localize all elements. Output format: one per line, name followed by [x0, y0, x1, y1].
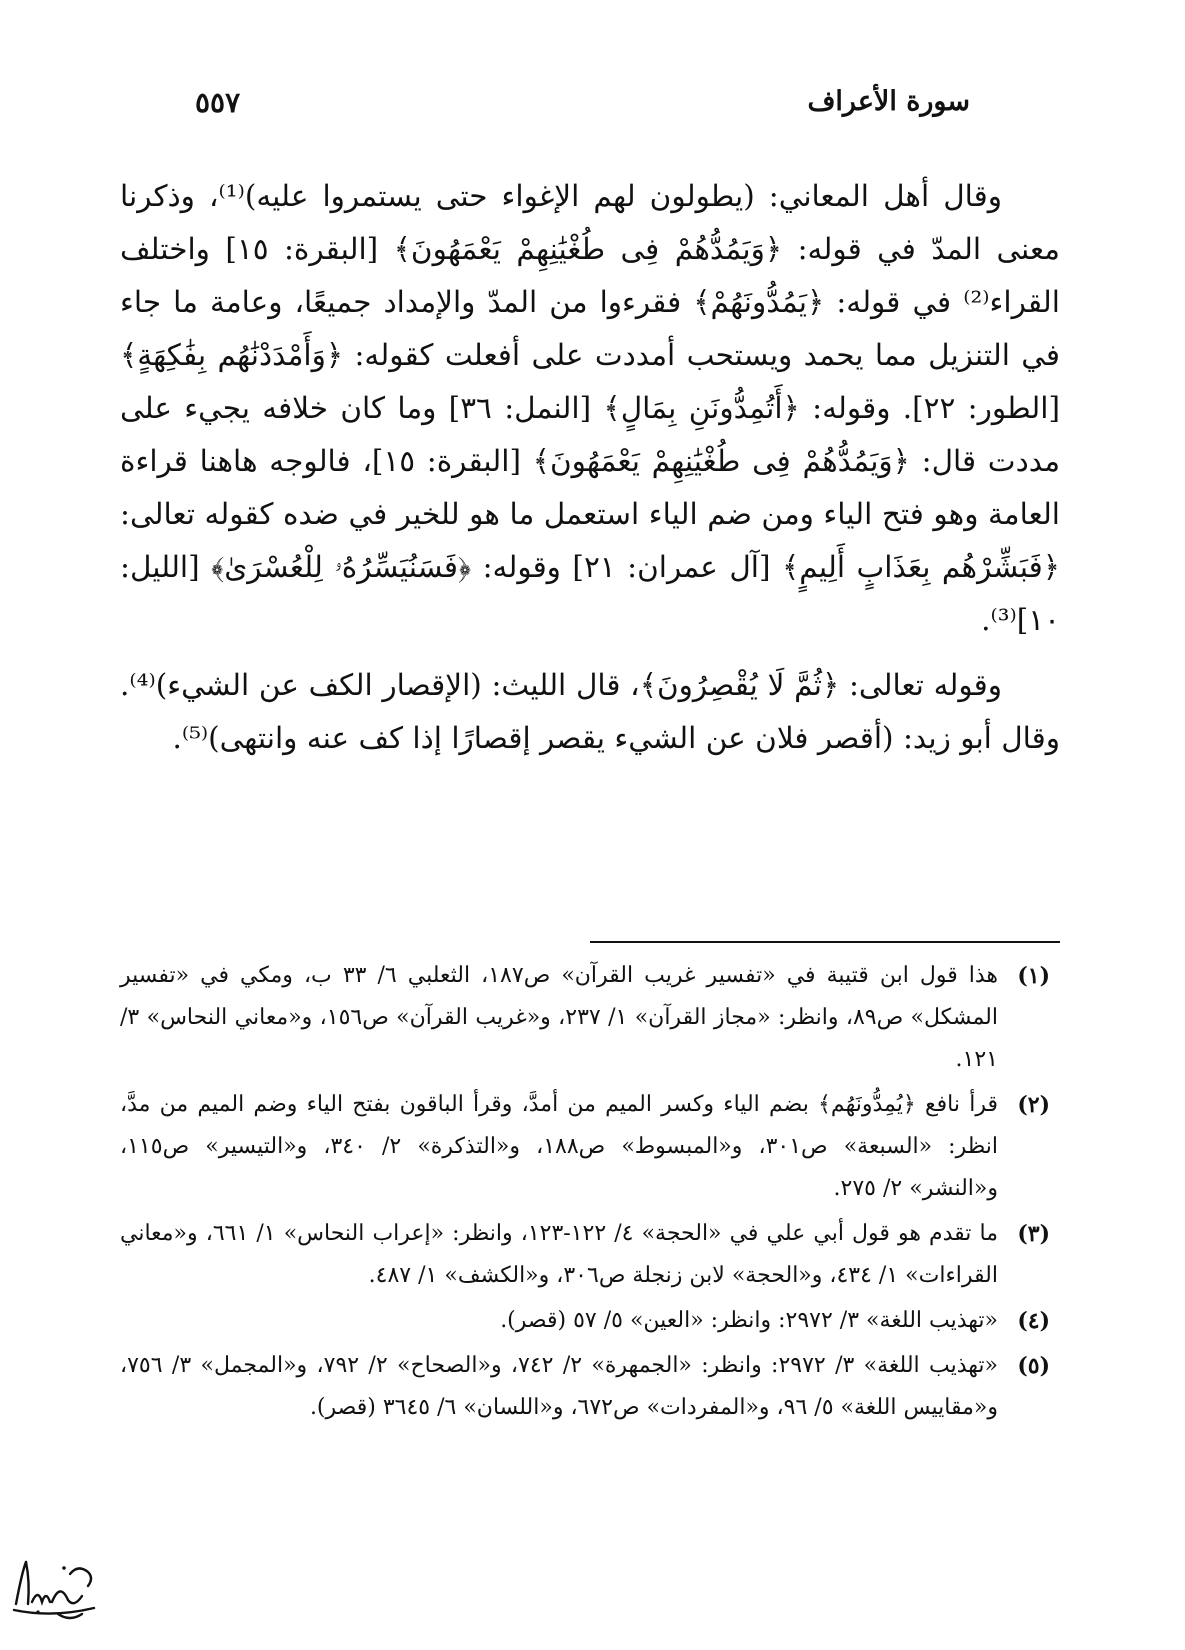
footnote-number: (٤): [1017, 1308, 1050, 1334]
footnote-number: (١): [1017, 963, 1050, 989]
footnote: [120, 1345, 1050, 1429]
main-text: [120, 170, 1060, 765]
footnote-text: ما تقدم هو قول أبي علي في «الحجة» ٤/ ١٢٢-١٢٣، وانظر: «إعراب النحاس» ١/ ٦٦١، و«معاني القراءات» ١/ ٤٣٤، و«الحجة» لابن زنجلة ص٣٠٦، و«الكشف» ١/ ٤٨٧.: [120, 1221, 998, 1288]
footnote-number: (٢): [1017, 1092, 1050, 1118]
footnote-number: (٣): [1017, 1221, 1050, 1247]
paragraph-1: وقال أهل المعاني: (يطولون لهم الإغواء حتى يستمروا عليه)⁽¹⁾، وذكرنا معنى المدّ في قوله: ﴿وَيَمُدُّهُمْ فِى طُغْيَٰنِهِمْ يَعْمَهُونَ﴾ [البقرة: ١٥] واختلف القراء⁽²⁾ في قوله: ﴿يَمُدُّونَهُمْ﴾ فقرءوا من المدّ والإمداد جميعًا، وعامة ما جاء في التنزيل مما يحمد ويستحب أمددت على أفعلت كقوله: ﴿وَأَمْدَدْنَٰهُم بِفَٰكِهَةٍ﴾ [الطور: ٢٢]. وقوله: ﴿أَتُمِدُّونَنِ بِمَالٍ﴾ [النمل: ٣٦] وما كان خلافه يجيء على مددت قال: ﴿وَيَمُدُّهُمْ فِى طُغْيَٰنِهِمْ يَعْمَهُونَ﴾ [البقرة: ١٥]، فالوجه هاهنا قراءة العامة وهو فتح الياء ومن ضم الياء استعمل ما هو للخير في ضده كقوله تعالى: ﴿فَبَشِّرْهُم بِعَذَابٍ أَلِيمٍ﴾ [آل عمران: ٢١] وقوله: ﴿فَسَنُيَسِّرُهُۥ لِلْعُسْرَىٰ﴾ [الليل: ١٠]⁽³⁾.: [120, 179, 1060, 637]
page-number: ٥٥٧: [195, 86, 241, 119]
footnote-text: قرأ نافع ﴿يُمِدُّونَهُم﴾ بضم الياء وكسر الميم من أمدَّ، وقرأ الباقون بفتح الياء وضم الميم من مدَّ، انظر: «السبعة» ص٣٠١، و«المبسوط» ص١٨٨، و«التذكرة» ٢/ ٣٤٠، و«التيسير» ص١١٥، و«النشر» ٢/ ٢٧٥.: [120, 1092, 999, 1201]
footnote: [120, 955, 1050, 1081]
footnote: [120, 1300, 1050, 1342]
paragraph-2: وقوله تعالى: ﴿ثُمَّ لَا يُقْصِرُونَ﴾، قال الليث: (الإقصار الكف عن الشيء)⁽⁴⁾. وقال أبو زيد: (أقصر فلان عن الشيء يقصر إقصارًا إذا كف عنه وانتهى)⁽⁵⁾.: [120, 668, 1060, 755]
footnote: [120, 1084, 1050, 1210]
footnotes: [120, 955, 1050, 1432]
footnote-text: «تهذيب اللغة» ٣/ ٢٩٧٢: وانظر: «العين» ٥/ ٥٧ (قصر).: [500, 1308, 998, 1333]
footnote: [120, 1213, 1050, 1297]
footnote-text: «تهذيب اللغة» ٣/ ٢٩٧٢: وانظر: «الجمهرة» ٢/ ٧٤٢، و«الصحاح» ٢/ ٧٩٢، و«المجمل» ٣/ ٧٥٦، و«مقاييس اللغة» ٥/ ٩٦، و«المفردات» ص٦٧٢، و«اللسان» ٦/ ٣٦٤٥ (قصر).: [120, 1353, 998, 1420]
logo-calligraphy-icon: [8, 1552, 100, 1626]
footnote-text: هذا قول ابن قتيبة في «تفسير غريب القرآن» ص١٨٧، الثعلبي ٦/ ٣٣ ب، ومكي في «تفسير المشكل» ص٨٩، وانظر: «مجاز القرآن» ١/ ٢٣٧، و«غريب القرآن» ص١٥٦، و«معاني النحاس» ٣/ ١٢١.: [120, 963, 999, 1072]
footnote-separator: [590, 941, 1060, 943]
surah-title: سورة الأعراف: [807, 86, 970, 117]
footnote-number: (٥): [1017, 1353, 1050, 1379]
